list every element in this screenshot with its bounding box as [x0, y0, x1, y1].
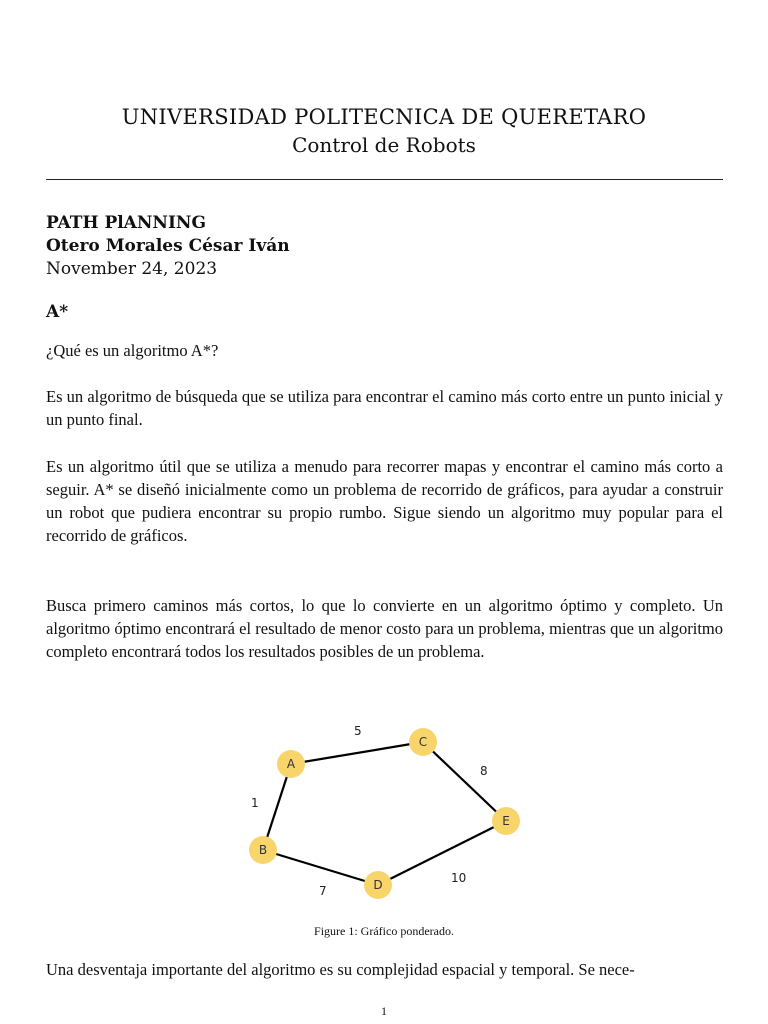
- edge-a-c: [291, 742, 423, 764]
- paragraph-3: Busca primero caminos más cortos, lo que lo convierte en un algoritmo óptimo y completo. Un algoritmo óptimo encontrará el resultado de menor costo para un problema, mientras que un algoritmo completo encontrará todos los resultados posibles de un problema.: [46, 596, 723, 661]
- edge-weight-a-c: 5: [354, 724, 362, 738]
- edge-b-d: [263, 850, 378, 885]
- edge-d-e: [378, 821, 506, 885]
- node-label-b: B: [258, 843, 268, 857]
- edge-weight-d-e: 10: [451, 871, 467, 885]
- edge-weight-c-e: 8: [480, 764, 488, 778]
- graph-svg: [230, 712, 540, 922]
- edge-c-e: [423, 742, 506, 821]
- document-date: November 24, 2023: [46, 259, 218, 279]
- document-header: [0, 104, 768, 158]
- weighted-graph-figure: [230, 712, 540, 922]
- section-heading: A*: [46, 302, 69, 322]
- node-label-c: C: [418, 735, 428, 749]
- edge-weight-b-d: 7: [319, 884, 327, 898]
- document-meta: [46, 212, 290, 281]
- document-title: PATH PlANNING: [46, 213, 206, 233]
- page-number: 1: [381, 1004, 387, 1018]
- paragraph-1: Es un algoritmo de búsqueda que se utiliza para encontrar el camino más corto entre un punto inicial y un punto final.: [46, 387, 723, 429]
- node-label-d: D: [373, 878, 383, 892]
- figure-caption: Figure 1: Gráfico ponderado.: [314, 924, 454, 938]
- paragraph-2: Es un algoritmo útil que se utiliza a menudo para recorrer mapas y encontrar el camino más corto a seguir. A* se diseñó inicialmente como un problema de recorrido de gráficos, para ayudar a construir un robot que pudiera encontrar su propio rumbo. Sigue siendo un algoritmo muy popular para el recorrido de gráficos.: [46, 457, 723, 545]
- question-paragraph: ¿Qué es un algoritmo A*?: [46, 341, 219, 360]
- node-label-a: A: [286, 757, 296, 771]
- paragraph-4: Una desventaja importante del algoritmo es su complejidad espacial y temporal. Se nece-: [46, 960, 635, 979]
- node-label-e: E: [502, 814, 510, 828]
- institution-name: UNIVERSIDAD POLITECNICA DE QUERETARO: [121, 105, 647, 129]
- author-name: Otero Morales César Iván: [46, 236, 290, 256]
- header-divider: [46, 179, 723, 180]
- course-name: Control de Robots: [292, 133, 476, 157]
- edge-weight-a-b: 1: [251, 796, 259, 810]
